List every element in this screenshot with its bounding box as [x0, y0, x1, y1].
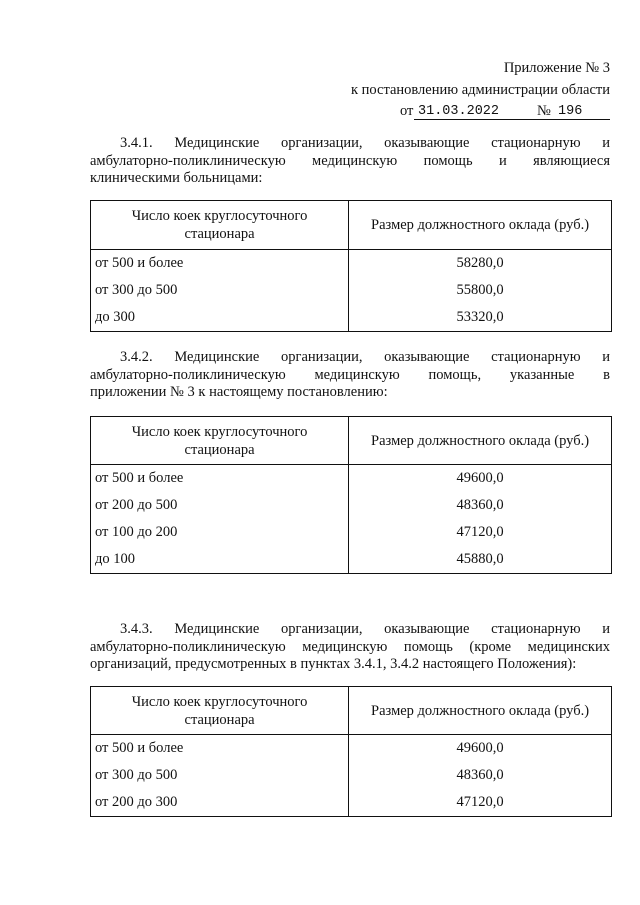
salary-cell: 49600,0: [349, 465, 612, 493]
salary-table-3-4-2: [90, 416, 612, 574]
table-header-row: [91, 417, 612, 465]
salary-table-3-4-1: [90, 200, 612, 332]
beds-cell: от 500 и более: [91, 735, 349, 763]
table-header-row: [91, 201, 612, 250]
beds-cell: до 100: [91, 546, 349, 574]
beds-cell: от 500 и более: [91, 250, 349, 278]
salary-cell: 47120,0: [349, 519, 612, 546]
beds-cell: от 200 до 300: [91, 789, 349, 817]
column-header-beds: Число коек круглосуточного стационара: [91, 201, 349, 250]
beds-cell: от 200 до 500: [91, 492, 349, 519]
section-line: амбулаторно-поликлиническую медицинскую помощь и являющиеся: [90, 152, 610, 169]
decree-prefix: от: [400, 103, 414, 119]
salary-cell: 53320,0: [349, 304, 612, 332]
decree-reference: [400, 101, 610, 123]
table-row: [91, 519, 612, 546]
salary-cell: 55800,0: [349, 277, 612, 304]
decree-date: 31.03.2022: [418, 104, 500, 119]
table-row: [91, 304, 612, 332]
beds-cell: от 300 до 500: [91, 277, 349, 304]
column-header-beds: Число коек круглосуточного стационара: [91, 417, 349, 465]
section-line: амбулаторно-поликлиническую медицинскую помощь, указанные в: [90, 366, 610, 383]
table-row: [91, 735, 612, 763]
table-header-row: [91, 687, 612, 735]
section-3-4-1-text: [90, 135, 610, 188]
section-line: организаций, предусмотренных в пунктах 3.4.1, 3.4.2 настоящего Положения):: [90, 656, 577, 672]
column-header-salary: Размер должностного оклада (руб.): [349, 201, 612, 250]
salary-cell: 47120,0: [349, 789, 612, 817]
section-line: 3.4.1. Медицинские организации, оказывающие стационарную и: [120, 135, 611, 151]
beds-cell: до 300: [91, 304, 349, 332]
section-line: 3.4.3. Медицинские организации, оказывающие стационарную и: [120, 621, 611, 637]
section-3-4-2-text: [90, 349, 610, 402]
table-row: [91, 789, 612, 817]
section-line: амбулаторно-поликлиническую медицинскую помощь (кроме медицинских: [90, 638, 610, 655]
column-header-beds: Число коек круглосуточного стационара: [91, 687, 349, 735]
decree-underline: [414, 119, 610, 120]
salary-cell: 49600,0: [349, 735, 612, 763]
table-row: [91, 465, 612, 493]
appendix-title: Приложение № 3: [503, 60, 610, 76]
beds-cell: от 100 до 200: [91, 519, 349, 546]
table-row: [91, 492, 612, 519]
salary-cell: 58280,0: [349, 250, 612, 278]
beds-cell: от 300 до 500: [91, 762, 349, 789]
decree-number: 196: [558, 104, 583, 119]
salary-cell: 45880,0: [349, 546, 612, 574]
table-row: [91, 250, 612, 278]
column-header-salary: Размер должностного оклада (руб.): [349, 687, 612, 735]
appendix-subtitle: к постановлению администрации области: [350, 82, 610, 98]
section-line: клиническими больницами:: [90, 170, 263, 186]
salary-cell: 48360,0: [349, 762, 612, 789]
table-row: [91, 546, 612, 574]
table-row: [91, 762, 612, 789]
column-header-salary: Размер должностного оклада (руб.): [349, 417, 612, 465]
salary-table-3-4-3: [90, 686, 612, 817]
beds-cell: от 500 и более: [91, 465, 349, 493]
table-row: [91, 277, 612, 304]
section-3-4-3-text: [90, 621, 610, 674]
salary-cell: 48360,0: [349, 492, 612, 519]
decree-number-sign: №: [537, 103, 551, 119]
section-line: 3.4.2. Медицинские организации, оказывающие стационарную и: [120, 349, 611, 365]
section-line: приложении № 3 к настоящему постановлению:: [90, 384, 388, 400]
